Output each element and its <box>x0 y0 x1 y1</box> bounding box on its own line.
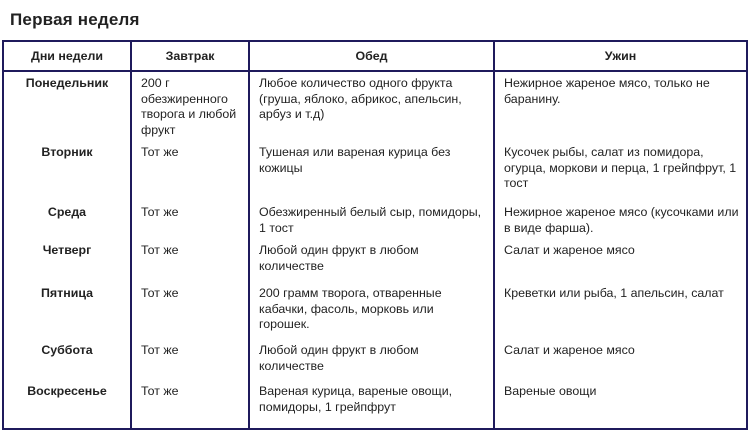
dinner-cell: Салат и жареное мясо <box>494 339 747 380</box>
lunch-cell: Любой один фрукт в любом количестве <box>249 339 494 380</box>
header-dinner: Ужин <box>494 41 747 71</box>
dinner-cell: Кусочек рыбы, салат из помидора, огурца, моркови и перца, 1 грейпфрут, 1 тост <box>494 141 747 201</box>
day-cell: Вторник <box>3 141 131 201</box>
table-row <box>3 282 747 339</box>
meal-plan-table <box>2 40 748 430</box>
lunch-cell: Тушеная или вареная курица без кожицы <box>249 141 494 201</box>
breakfast-cell: Тот же <box>131 339 249 380</box>
breakfast-cell: Тот же <box>131 380 249 429</box>
table-row <box>3 380 747 429</box>
day-cell: Среда <box>3 201 131 239</box>
table-row <box>3 141 747 201</box>
dinner-cell: Нежирное жареное мясо (кусочками или в виде фарша). <box>494 201 747 239</box>
breakfast-cell: Тот же <box>131 141 249 201</box>
dinner-cell: Вареные овощи <box>494 380 747 429</box>
lunch-cell: Обезжиренный белый сыр, помидоры, 1 тост <box>249 201 494 239</box>
header-lunch: Обед <box>249 41 494 71</box>
header-breakfast: Завтрак <box>131 41 249 71</box>
day-cell: Понедельник <box>3 71 131 141</box>
breakfast-cell: Тот же <box>131 201 249 239</box>
lunch-cell: Вареная курица, вареные овощи, помидоры, 1 грейпфрут <box>249 380 494 429</box>
lunch-cell: Любой один фрукт в любом количестве <box>249 239 494 282</box>
lunch-cell: 200 грамм творога, отваренные кабачки, фасоль, морковь или горошек. <box>249 282 494 339</box>
day-cell: Суббота <box>3 339 131 380</box>
breakfast-cell: Тот же <box>131 239 249 282</box>
day-cell: Четверг <box>3 239 131 282</box>
header-days: Дни недели <box>3 41 131 71</box>
day-cell: Воскресенье <box>3 380 131 429</box>
dinner-cell: Креветки или рыба, 1 апельсин, салат <box>494 282 747 339</box>
table-header-row <box>3 41 747 71</box>
page-title: Первая неделя <box>10 10 140 29</box>
day-cell: Пятница <box>3 282 131 339</box>
dinner-cell: Салат и жареное мясо <box>494 239 747 282</box>
table-row <box>3 339 747 380</box>
table-row <box>3 201 747 239</box>
breakfast-cell: Тот же <box>131 282 249 339</box>
breakfast-cell: 200 г обезжиренного творога и любой фрукт <box>131 71 249 141</box>
table-row <box>3 71 747 141</box>
table-row <box>3 239 747 282</box>
dinner-cell: Нежирное жареное мясо, только не баранину. <box>494 71 747 141</box>
lunch-cell: Любое количество одного фрукта (груша, яблоко, абрикос, апельсин, арбуз и т.д) <box>249 71 494 141</box>
